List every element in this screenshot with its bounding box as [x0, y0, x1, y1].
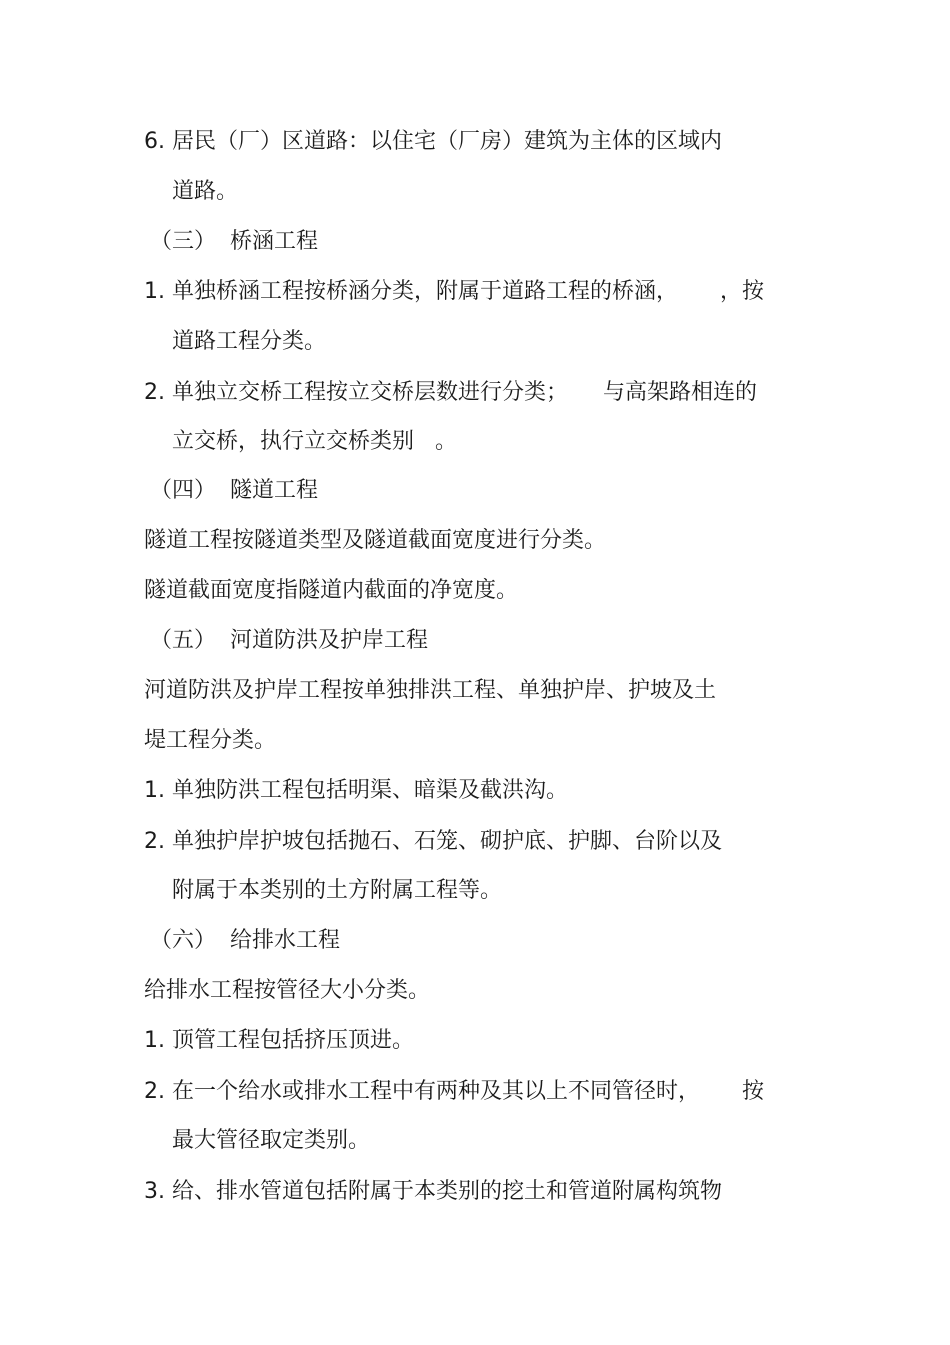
list-item-text: 单独护岸护坡包括抛石、石笼、砌护底、护脚、台阶以及: [172, 829, 723, 854]
list-marker: 2.: [144, 1079, 165, 1104]
list-item: [144, 277, 764, 307]
section-heading: （三） 桥涵工程: [150, 229, 318, 254]
list-marker: 6.: [144, 129, 165, 154]
list-item-continuation: 附属于本类别的土方附属工程等。: [172, 878, 503, 903]
list-item-continuation: 最大管径取定类别。: [172, 1128, 371, 1153]
list-item: [144, 776, 568, 806]
list-item: [144, 1077, 764, 1107]
list-item: [144, 827, 722, 857]
list-item: [144, 378, 757, 408]
paragraph: 河道防洪及护岸工程按单独排洪工程、单独护岸、护坡及土: [144, 678, 717, 703]
list-marker: 1.: [144, 279, 165, 304]
list-item-text: 顶管工程包括挤压顶进。: [172, 1028, 415, 1053]
list-item: [144, 1026, 414, 1056]
paragraph: 隧道工程按隧道类型及隧道截面宽度进行分类。: [144, 528, 607, 553]
list-item: [144, 127, 722, 157]
section-heading: （四） 隧道工程: [150, 478, 318, 503]
list-item-text: 在一个给水或排水工程中有两种及其以上不同管径时， 按: [172, 1079, 764, 1104]
paragraph-continuation: 堤工程分类。: [144, 728, 277, 753]
list-item-text: 单独桥涵工程按桥涵分类，附属于道路工程的桥涵， ，按: [172, 279, 764, 304]
list-marker: 2.: [144, 380, 165, 405]
list-item-text: 居民（厂）区道路：以住宅（厂房）建筑为主体的区域内: [172, 129, 723, 154]
list-marker: 1.: [144, 778, 165, 803]
paragraph: 给排水工程按管径大小分类。: [144, 978, 431, 1003]
list-item-text: 单独防洪工程包括明渠、暗渠及截洪沟。: [172, 778, 569, 803]
section-heading: （六） 给排水工程: [150, 928, 340, 953]
list-item: [144, 1177, 722, 1207]
list-item-continuation: 道路工程分类。: [172, 329, 327, 354]
list-marker: 1.: [144, 1028, 165, 1053]
paragraph: 隧道截面宽度指隧道内截面的净宽度。: [144, 578, 519, 603]
list-marker: 2.: [144, 829, 165, 854]
list-item-continuation: 立交桥，执行立交桥类别 。: [172, 429, 457, 454]
list-item-continuation: 道路。: [172, 179, 239, 204]
list-item-text: 单独立交桥工程按立交桥层数进行分类； 与高架路相连的: [172, 380, 757, 405]
list-item-text: 给、排水管道包括附属于本类别的挖土和管道附属构筑物: [172, 1179, 723, 1204]
section-heading: （五） 河道防洪及护岸工程: [150, 628, 428, 653]
list-marker: 3.: [144, 1179, 165, 1204]
